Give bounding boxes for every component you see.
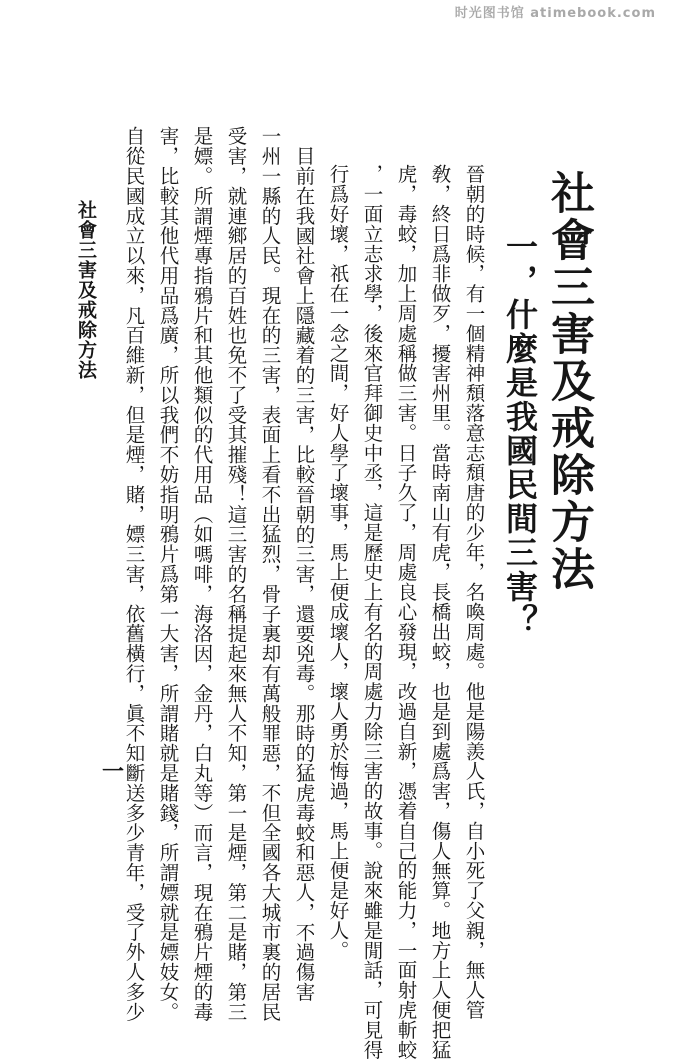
text-column: 虎，毒蛟，加上周處稱做三害。日子久了，周處良心發現，改過自新，憑着自己的能力，一面射虎斬蛟 [394, 164, 418, 1060]
page-number: 一 [102, 759, 125, 785]
document-title: 社會三害及戒除方法 [543, 170, 594, 593]
document-page [75, 126, 616, 1060]
text-column: 行爲好壞，祇在一念之間，好人學了壞事，馬上便成壞人，壞人勇於悔過，馬上便是好人。 [326, 164, 350, 960]
text-column: ，一面立志求學，後來官拜御史中丞，這是歷史上有名的周處力除三害的故事。說來雖是閒話，可見得 [360, 164, 384, 1060]
running-footer-title: 社會三害及戒除方法 [75, 200, 97, 380]
text-column: 受害，就連鄉居的百姓也免不了受其摧殘！這三害的名稱提起來無人不知，第一是煙，第二是賭，第三 [224, 126, 248, 1022]
text-column: 是嫖。所謂煙專指鴉片和其他類似的代用品（如嗎啡，海洛因，金丹，白丸等）而言，現在鴉片煙的毒 [190, 126, 214, 1022]
text-column: 晉朝的時候，有一個精神頹落意志頹唐的少年，名喚周處。他是陽羨人氏，自小死了父親，無人管 [462, 164, 486, 1020]
watermark-text: 时光图书馆 atimebook.com [454, 6, 656, 21]
section-heading: 一，什麼是我國民間三害？ [501, 230, 539, 638]
text-column: 自從民國成立以來，凡百維新，但是煙，賭，嫖三害，依舊橫行，眞不知斷送多少青年，受了外人多少 [122, 126, 146, 1022]
text-column: 一州一縣的人民。現在的三害，表面上看不出猛烈，骨子裏却有萬般罪惡，不但全國各大城市裏的居民 [258, 126, 282, 1022]
text-column: 害，比較其他代用品爲廣，所以我們不妨指明鴉片爲第一大害，所謂賭就是賭錢，所謂嫖就是嫖妓女。 [156, 126, 180, 1022]
text-column: 敎，終日爲非做歹，擾害州里。當時南山有虎，長橋出蛟，也是到處爲害，傷人無算。地方上人便把猛 [428, 164, 452, 1060]
text-column: 目前在我國社會上隱藏着的三害，比較晉朝的三害，還要兇毒。那時的猛虎毒蛟和惡人，不過傷害 [292, 146, 316, 1002]
